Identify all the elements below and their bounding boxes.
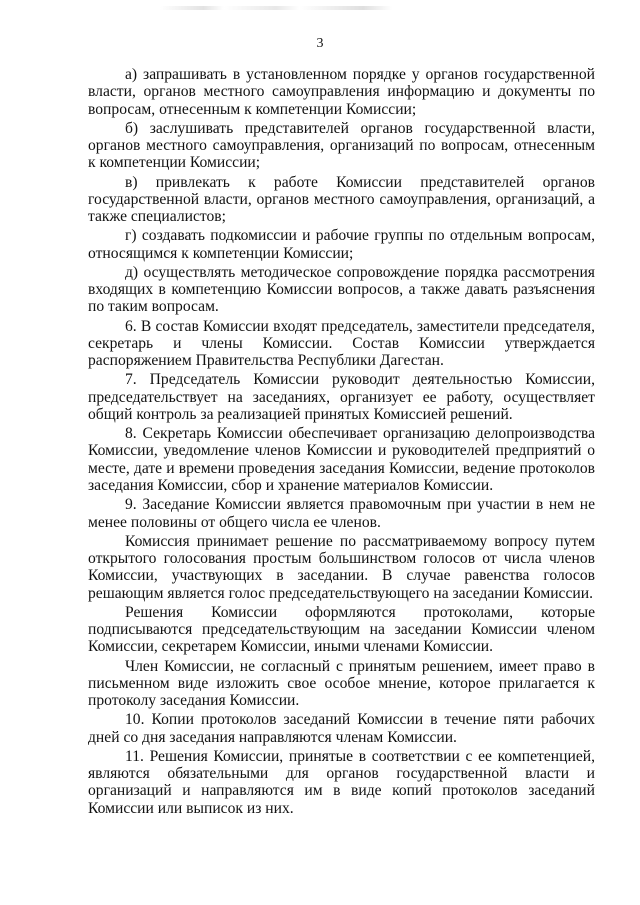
paragraph-v: в) привлекать к работе Комиссии представителей органов государственной власти, органов местного самоуправления, организаций, а также специалистов; [88, 173, 595, 226]
paragraph-a: а) запрашивать в установленном порядке у органов государственной власти, органов местного самоуправления информацию и документы по вопросам, отнесенным к компетенции Комиссии; [88, 66, 595, 118]
page-number: 3 [316, 36, 324, 51]
paragraph-10: 10. Копии протоколов заседаний Комиссии в течение пяти рабочих дней со дня заседания направляются членам Комиссии. [88, 711, 595, 746]
paragraph-b: б) заслушивать представителей органов государственной власти, органов местного самоуправления, организаций по вопросам, отнесенным к компетенции Комиссии; [88, 119, 595, 172]
paragraph-8: 8. Секретарь Комиссии обеспечивает организацию делопроизводства Комиссии, уведомление членов Комиссии и руководителей предприятий о месте, дате и времени проведения заседания Комиссии, ведение протоколов заседания Комиссии, сбор и хранение материалов Комиссии. [88, 425, 595, 495]
paragraph-9: 9. Заседание Комиссии является правомочным при участии в нем не менее половины от общего числа ее членов. [88, 496, 595, 531]
paragraph-11: 11. Решения Комиссии, принятые в соответствии с ее компетенцией, являются обязательными для органов государственной власти и организаций и направляются им в виде копий протоколов заседаний Комиссии или выписок из них. [88, 747, 595, 817]
document-body [88, 66, 595, 819]
paragraph-dissent: Член Комиссии, не согласный с принятым решением, имеет право в письменном виде изложить свое особое мнение, которое прилагается к протоколу заседания Комиссии. [88, 657, 595, 710]
paragraph-6: 6. В состав Комиссии входят председатель, заместители председателя, секретарь и члены Комиссии. Состав Комиссии утверждается распоряжением Правительства Республики Дагестан. [88, 317, 595, 370]
paragraph-7: 7. Председатель Комиссии руководит деятельностью Комиссии, председательствует на заседаниях, организует ее работу, осуществляет общий контроль за реализацией принятых Комиссией решений. [88, 371, 595, 423]
paragraph-decisions: Решения Комиссии оформляются протоколами, которые подписываются председательствующим на заседании Комиссии членом Комиссии, секретарем Комиссии, иными членами Комиссии. [88, 603, 595, 656]
paragraph-voting: Комиссия принимает решение по рассматриваемому вопросу путем открытого голосования простым большинством голосов от числа членов Комиссии, участвующих в заседании. В случае равенства голосов решающим является голос председательствующего на заседании Комиссии. [88, 532, 595, 602]
scan-artifact [160, 6, 450, 10]
paragraph-g: г) создавать подкомиссии и рабочие группы по отдельным вопросам, относящимся к компетенции Комиссии; [88, 227, 595, 262]
paragraph-d: д) осуществлять методическое сопровождение порядка рассмотрения входящих в компетенцию Комиссии вопросов, а также давать разъяснения по таким вопросам. [88, 263, 595, 316]
